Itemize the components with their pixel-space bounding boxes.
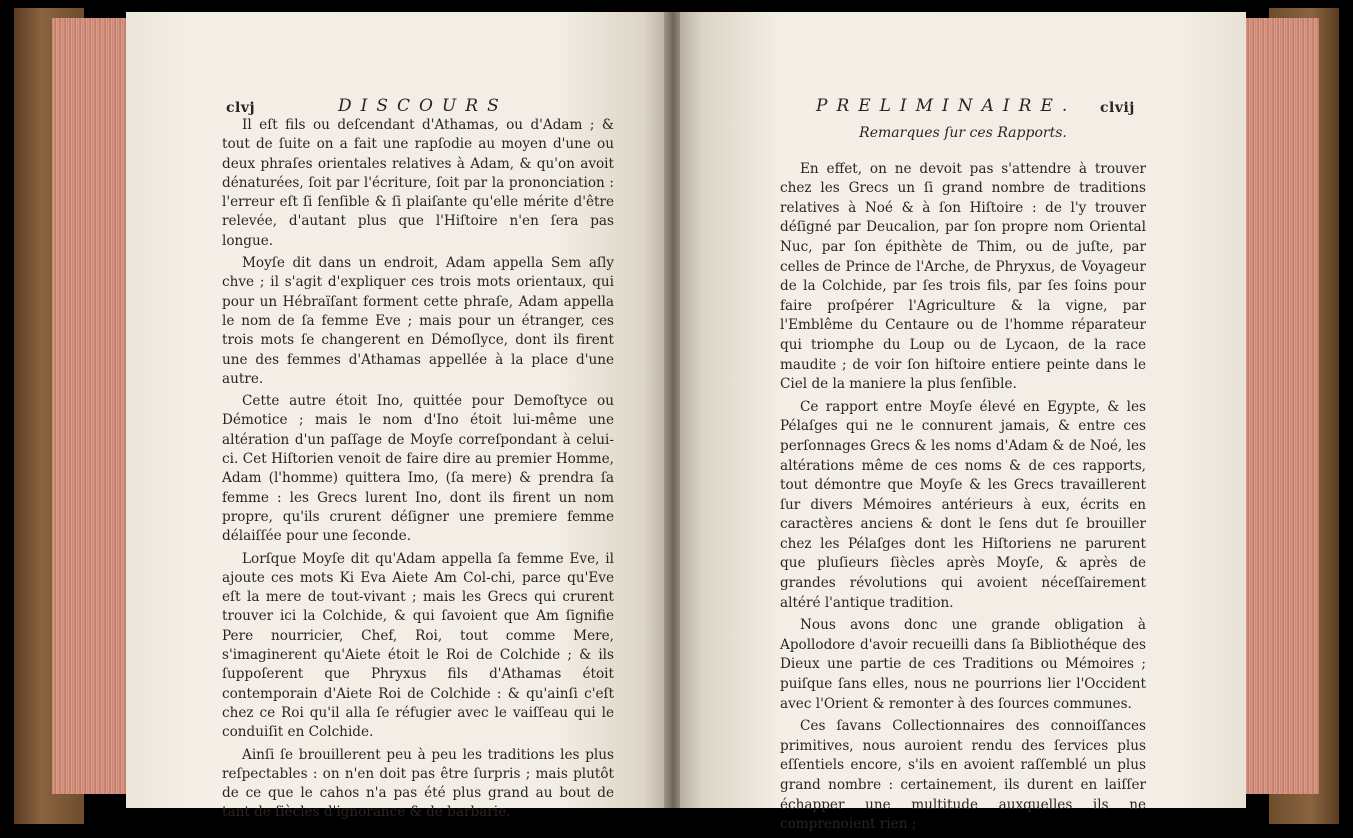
right-folio: clvij — [1100, 100, 1135, 116]
page-edges-right — [1235, 18, 1319, 794]
left-running-head: DISCOURS — [338, 96, 508, 116]
right-page — [680, 12, 1246, 833]
right-paragraph-1: En effet, on ne devoit pas s'attendre à trouver chez les Grecs un ſi grand nombre de traditions relatives à Noé & à ſon Hiſtoire : de l'y trouver déſigné par Deucalion, par ſon propre nom Oriental Nuc, par ſon épithète de Thim, ou de juſte, par celles de Prince de l'Arche, de Phryxus, de Voyageur de la Colchide, par ſes trois fils, par ſes ſoins pour faire proſpérer l'Agriculture & la vigne, par l'Emblême du Centaure ou de l'homme réparateur qui triomphe du Loup ou de Lycaon, de la race maudite ; de voir ſon hiſtoire entiere peinte dans le Ciel de la maniere la plus ſenſible. — [780, 160, 1146, 393]
right-paragraph-4: Ces ſavans Collectionnaires des connoiſſances primitives, nous auroient rendu des ſervices plus eſſentiels encore, s'ils en avoient raſſemblé un plus grand nombre : certainement, ils durent en laiſſer échapper une multitude auxquelles ils ne comprenoient rien ; — [780, 718, 1146, 833]
left-paragraph-2: Moyſe dit dans un endroit, Adam appella Sem aſly chve ; il s'agit d'expliquer ces trois mots orientaux, qui pour un Hébraïſant forment cette phraſe, Adam appella le nom de ſa femme Eve ; mais pour un étranger, ces trois mots ſe changerent en Démoſlyce, dont ils firent une des femmes d'Athamas appellée à la place d'une autre. — [222, 255, 614, 387]
left-text-column — [222, 116, 614, 826]
left-folio: clvj — [226, 100, 256, 116]
left-paragraph-3: Cette autre étoit Ino, quittée pour Demoſtyce ou Démotice ; mais le nom d'Ino étoit lui-même une altération d'un paſſage de Moyſe correſpondant à celui-ci. Cet Hiſtorien venoit de faire dire au premier Homme, Adam (l'homme) quittera Imo, (ſa mere) & prendra ſa femme : les Grecs lurent Ino, dont ils firent un nom propre, qu'ils crurent déſigner une premiere femme délaiſſée pour une ſeconde. — [222, 393, 614, 545]
left-paragraph-4: Lorſque Moyſe dit qu'Adam appella ſa femme Eve, il ajoute ces mots Ki Eva Aiete Am Col-chi, parce qu'Eve eſt la mere de tout-vivant ; mais les Grecs qui crurent trouver ici la Colchide, & qui ſavoient que Am ſignifie Pere nourricier, Chef, Roi, tout comme Mere, s'imaginerent qu'Aiete étoit le Roi de Colchide ; & ils ſuppoſerent que Phryxus fils d'Athamas étoit contemporain d'Aiete Roi de Colchide : & qu'ainſi c'eſt chez ce Roi qu'il alla ſe réfugier avec le vaiſſeau qui le conduiſit en Colchide. — [222, 550, 614, 741]
right-text-column — [780, 124, 1146, 838]
right-paragraph-2: Ce rapport entre Moyſe élevé en Egypte, & les Pélaſges qui ne le connurent jamais, & entre ces perſonnages Grecs & les noms d'Adam & de Noé, les altérations même de ces noms & de ces rapports, tout démontre que Moyſe & les Grecs travaillerent ſur divers Mémoires antérieurs à eux, écrits en caractères anciens & dont le ſens dut ſe brouiller chez les Pélaſges dont les Hiſtoriens ne parurent que pluſieurs ſiècles après Moyſe, & après de grandes révolutions qui avoient néceſſairement altéré l'antique tradition. — [780, 398, 1146, 611]
left-page — [126, 12, 666, 821]
left-paragraph-1: Il eſt fils ou deſcendant d'Athamas, ou d'Adam ; & tout de ſuite on a fait une rapſodie au moyen d'une ou deux phraſes orientales relatives à Adam, & qu'on avoit dénaturées, ſoit par l'écriture, ſoit par la prononciation : l'erreur eſt ſi ſenſible & ſi plaiſante qu'elle mérite d'être relevée, d'autant plus que l'Hiſtoire n'en ſera pas longue. — [222, 117, 614, 249]
right-paragraph-3: Nous avons donc une grande obligation à Apollodore d'avoir recueilli dans ſa Bibliothéque des Dieux une partie de ces Traditions ou Mémoires ; puiſque ſans elles, nous ne pourrions lier l'Occident avec l'Orient & remonter à des ſources communes. — [780, 617, 1146, 712]
left-paragraph-5: Ainſi ſe brouillerent peu à peu les traditions les plus reſpectables : on n'en doit pas être ſurpris ; mais plutôt de ce que le cahos n'a pas été plus grand au bout de tant de ſiècles d'ignorance & de barbarie. — [222, 746, 614, 821]
page-edges-left — [52, 18, 130, 794]
right-running-head: PRELIMINAIRE. — [816, 96, 1077, 116]
right-subtitle: Remarques ſur ces Rapports. — [859, 125, 1067, 141]
